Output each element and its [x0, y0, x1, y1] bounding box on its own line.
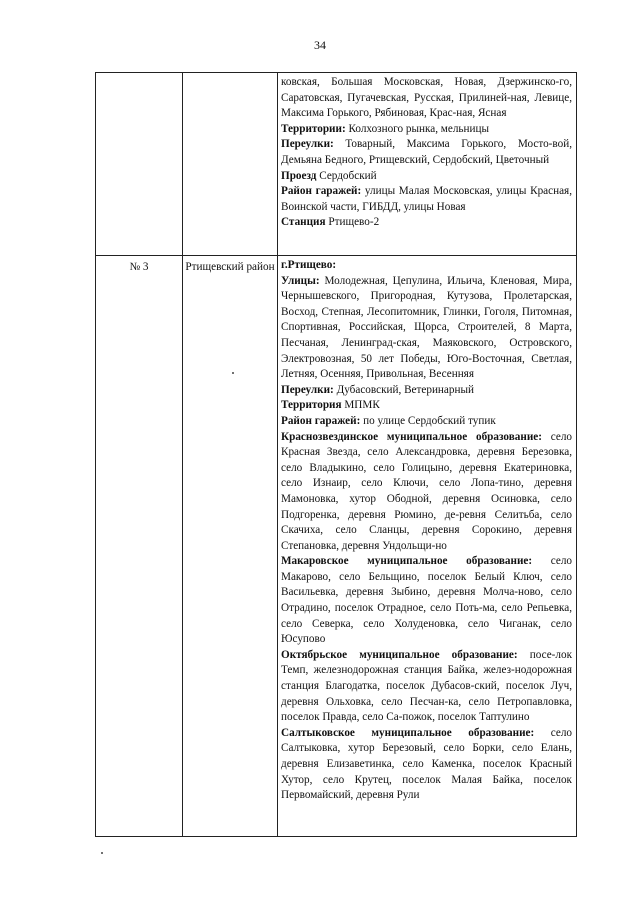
municipality-makarovskoe: Макаровское муниципальное образование: село Макарово, село Бельщино, поселок Белый Ключ, село Васильевка, деревня Зыбино, деревня Молча-ново, село Отрадино, поселок Отрадное, село Поть-ма, село Репьевка, село Северка, село Холуденовка, село Чиганак, село Юсупово — [281, 555, 572, 646]
table-row — [96, 73, 577, 256]
territories-entry: Территории: Колхозного рынка, мельницы — [281, 122, 489, 135]
settlements-table — [95, 72, 577, 837]
territory-entry: Территория МПМК — [281, 399, 380, 412]
streets-continued: ковская, Большая Московская, Новая, Дзержинско-го, Саратовская, Пугачевская, Русская, Прилиней-ная, Левице, Максима Горького, Рябиновая, Крас-ная, Ясная — [281, 76, 572, 120]
garages-entry: Район гаражей: по улице Сердобский тупик — [281, 414, 496, 427]
municipality-krasnozvezdinskoe: Краснозвездинское муниципальное образование: село Красная Звезда, село Александровка, деревня Березовка, село Владыкино, село Голицыно, деревня Екатериновка, село Изнаир, село Ключи, село Лопа-тино, деревня Мамоновка, хутор Ободной, деревня Осиновка, село Подгоренка, деревня Рюмино, де-ревня Селитьба, село Скачиха, село Сланцы, деревня Сорокино, деревня Степановка, деревня Ундольщи-но — [281, 430, 572, 552]
page-number: 34 — [314, 38, 326, 52]
addresses-cell — [278, 73, 577, 256]
addresses-cell — [278, 256, 577, 837]
district-cell — [183, 73, 278, 256]
garages-entry: Район гаражей: улицы Малая Московская, улицы Красная, Воинской части, ГИБДД, улицы Новая — [281, 185, 572, 213]
scan-speck — [232, 372, 234, 374]
municipality-oktyabrskoe: Октябрьское муниципальное образование: посе-лок Темп, железнодорожная станция Байка, желез-нодорожная станция Благодатка, поселок Дубасов-ский, поселок Луч, деревня Ольховка, село Песчан-ка, село Петропавловка, поселок Правда, село Са-пожок, поселок Таптулино — [281, 648, 572, 724]
city-heading: г.Ртищево: — [281, 259, 337, 271]
municipality-saltykovskoe: Салтыковское муниципальное образование: село Салтыковка, хутор Березовый, село Борки, село Елань, деревня Елизаветинка, село Каменка, поселок Красный Хутор, село Крутец, поселок Малая Байка, поселок Первомайский, деревня Рули — [281, 726, 572, 802]
scan-speck — [101, 852, 103, 854]
row-number-cell: № 3 — [96, 256, 183, 837]
lanes-entry: Переулки: Товарный, Максима Горького, Мосто-вой, Демьяна Бедного, Ртищевский, Сердобский, Цветочный — [281, 138, 572, 166]
lanes-entry: Переулки: Дубасовский, Ветеринарный — [281, 383, 474, 396]
district-cell: Ртищевский район — [183, 256, 278, 837]
row-number-cell — [96, 73, 183, 256]
table-row — [96, 256, 577, 837]
passage-entry: Проезд Сердобский — [281, 169, 377, 182]
streets-entry: Улицы: Молодежная, Цепулина, Ильича, Кленовая, Мира, Чернышевского, Пригородная, Кутузова, Пролетарская, Восход, Степная, Лесопитомник, Глинки, Гоголя, Питомная, Спортивная, Российская, Щорса, Строителей, 8 Марта, Песчаная, Ленинград-ская, Маяковского, Островского, Электровозная, 50 лет Победы, Юго-Восточная, Светлая, Летняя, Осенняя, Привольная, Весенняя — [281, 274, 572, 381]
station-entry: Станция Ртищево-2 — [281, 216, 380, 229]
